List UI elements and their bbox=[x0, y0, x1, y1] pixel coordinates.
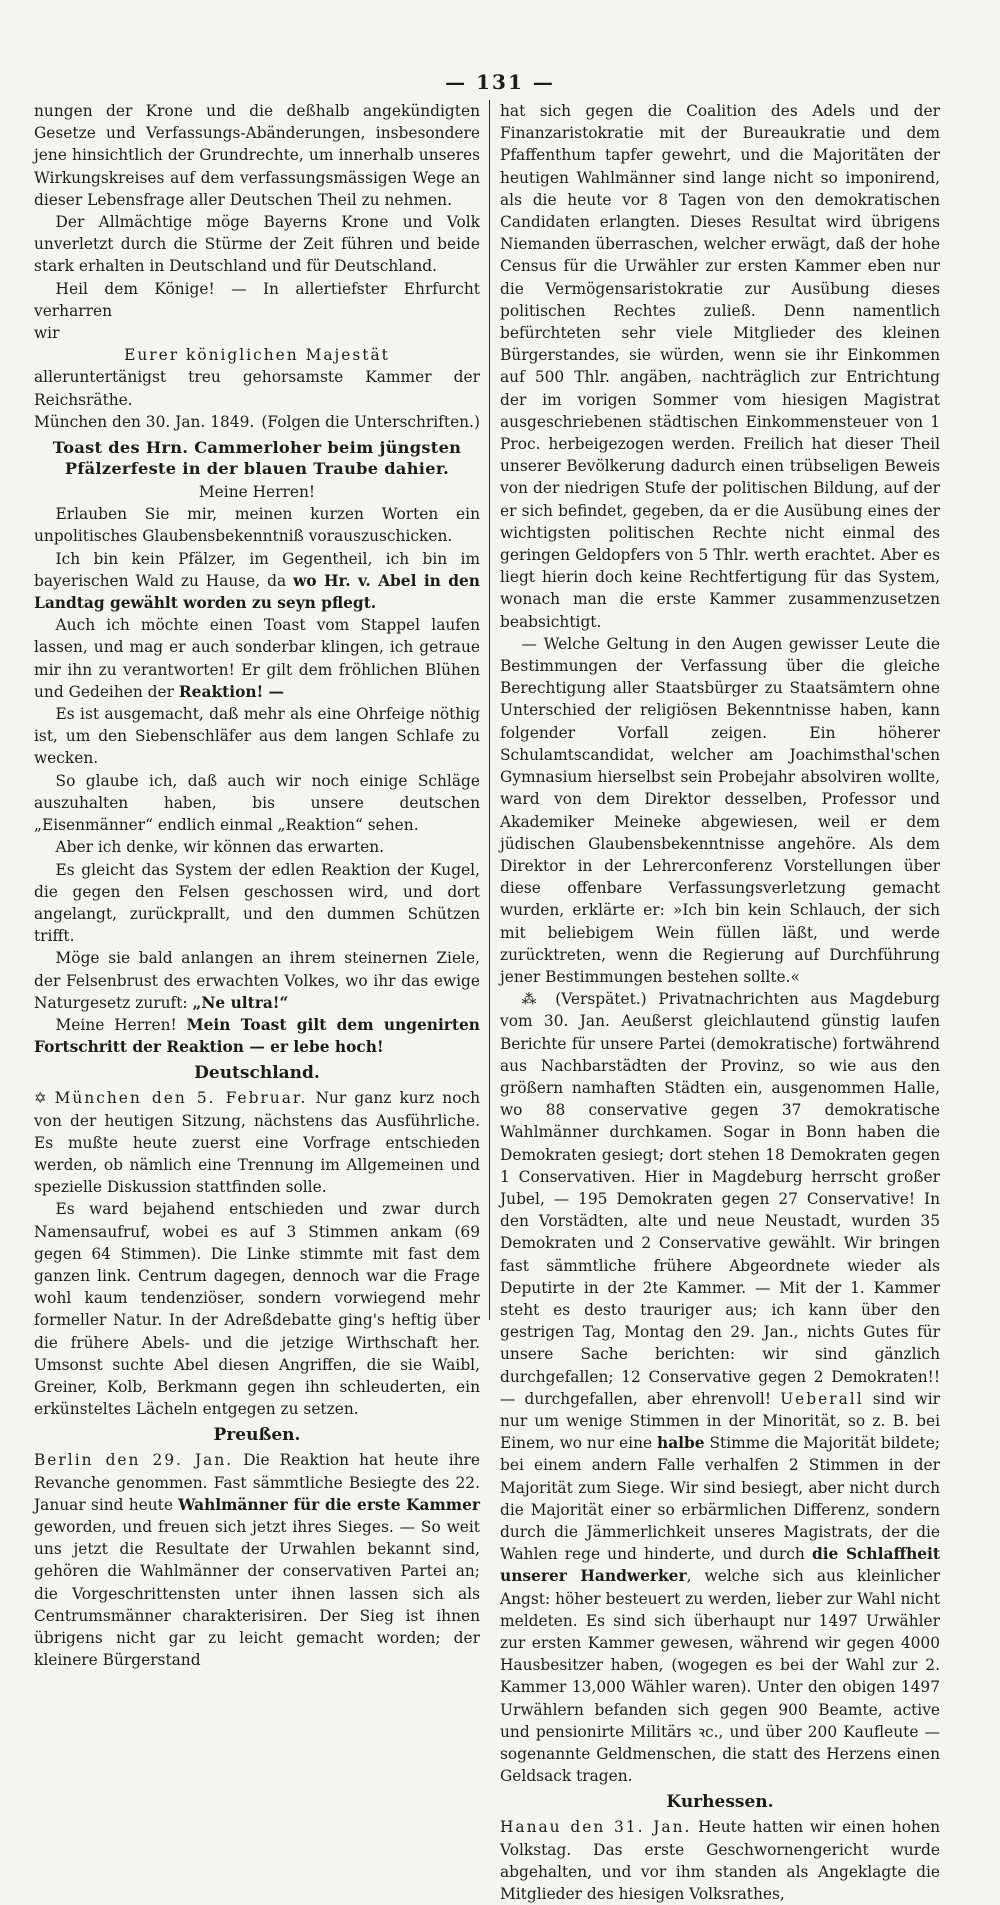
text-run: Ich bin kein Pfälzer, im Gegentheil, ich bin im bayerischen Wald zu Hause, da bbox=[34, 549, 480, 590]
text-run: sind wir nur um wenige Stimmen in der Minorität, so z. B. bei Einem, wo nur eine bbox=[500, 1389, 940, 1453]
emphasis: Ueberall bbox=[780, 1389, 864, 1408]
dateline: Hanau den 31. Jan. bbox=[500, 1818, 692, 1837]
text-run: Möge sie bald anlangen an ihrem steinernen Ziele, der Felsenbrust des erwachten Volkes, wo ihr das ewige Naturgesetz zuruft: bbox=[34, 949, 480, 1012]
dateline: Berlin den 29. Jan. bbox=[34, 1451, 234, 1470]
paragraph: Es gleicht das System der edlen Reaktion der Kugel, die gegen den Felsen geschossen wird, und dort angelangt, zurückprallt, und den dummen Schützen trifft. bbox=[34, 860, 480, 946]
text-run: Nur ganz kurz noch von der heutigen Sitzung, nächstens das Ausführliche. Es mußte heute zuerst eine Vorfrage entschieden werden, ob nämlich eine Trennung im Allgemeinen und spezielle Diskussion stattfinden solle. bbox=[34, 1089, 480, 1197]
signatures-note: (Folgen die Unterschriften.) bbox=[261, 412, 480, 431]
paragraph: hat sich gegen die Coalition des Adels und der Finanzaristokratie mit der Bureaukratie und dem Pfaffenthum tapfer gewehrt, und die Majoritäten der heutigen Wahlmänner sind lange nicht so imponirend, als die heute vor 8 Tagen von den demokratischen Candidaten erlangten. Dieses Resultat wird übrigens Niemanden überraschen, welcher erwägt, daß der hohe Census für die Urwähler zur ersten Kammer eben nur die Vermögensaristokratie zur Ausübung dieses politischen Rechtes zuließ. Denn namentlich befürchteten sehr viele Mitglieder des kleinen Bürgerstandes, sie würden, wenn sie ihr Einkommen auf 500 Thlr. angäben, nachträglich zur Entrichtung der im vorigen Sommer vom hiesigen Magistrat ausgeschriebenen städtischen Einkommensteuer von 1 Proc. herbeigezogen werden. Freilich hat dieser Theil unserer Bevölkerung dadurch einen trübseligen Beweis von der niedrigen Stufe der politischen Bildung, auf der er sich befindet, gegeben, da er die Ausübung eines der wichtigsten politischen Rechte nicht einmal des geringen Geldopfers von 5 Thlr. werth erachtet. Aber es liegt hierin doch keine Rechtfertigung für das System, wonach man die erste Kammer zusammenzusetzen beabsichtigt. bbox=[500, 102, 940, 631]
emphasis: Mein Toast gilt dem ungenirten Fortschritt der Reaktion — er lebe hoch! bbox=[34, 1015, 480, 1057]
paragraph: So glaube ich, daß auch wir noch einige Schläge auszuhalten haben, bis unsere deutschen „Eisenmänner“ endlich einmal „Reaktion“ sehen. bbox=[34, 771, 480, 835]
emphasis: wo Hr. v. Abel in den Landtag gewählt worden zu seyn pflegt. bbox=[34, 571, 480, 613]
paragraph bbox=[34, 947, 480, 1014]
page-number: — 131 — bbox=[445, 70, 555, 94]
paragraph bbox=[34, 1449, 480, 1671]
toast-heading: Toast des Hrn. Cammerloher beim jüngsten Pfälzerfeste in der blauen Traube dahier. bbox=[52, 438, 462, 479]
left-column bbox=[34, 100, 480, 1670]
paragraph: Meine Herren! bbox=[198, 483, 316, 502]
paragraph bbox=[34, 614, 480, 703]
section-heading-preussen: Preußen. bbox=[213, 1425, 301, 1446]
emphasis: Reaktion! — bbox=[178, 682, 285, 701]
dateline: München den 5. Februar. bbox=[54, 1089, 308, 1108]
emphasis: Wahlmänner für die erste Kammer bbox=[178, 1495, 480, 1514]
paragraph: Erlauben Sie mir, meinen kurzen Worten ein unpolitisches Glaubensbekenntniß vorauszuschicken. bbox=[34, 505, 480, 546]
emphasis: die Schlaffheit unserer Handwerker bbox=[500, 1545, 941, 1586]
paragraph: Es ist ausgemacht, daß mehr als eine Ohrfeige nöthig ist, um den Siebenschläfer aus dem langen Schlafe zu wecken. bbox=[34, 705, 480, 768]
asterism-icon: ⁂ bbox=[521, 990, 544, 1009]
section-heading-kurhessen: Kurhessen. bbox=[666, 1792, 774, 1813]
text-run: geworden, und freuen sich jetzt ihres Sieges. — So weit uns jetzt die Resultate der Urwahlen bekannt sind, gehören die Wahlmänner der conservativen Partei an; die Vorgeschrittensten unter ihnen lassen sich als Centrumsmänner charakterisiren. Der Sieg ist ihnen übrigens nicht gar zu leicht gemacht worden; der kleinere Bürgerstand bbox=[34, 1517, 480, 1670]
text-run: Die Reaktion hat heute ihre Revanche genommen. Fast sämmtliche Besiegte des 22. Januar sind heute bbox=[34, 1451, 480, 1514]
salutation: Eurer königlichen Majestät bbox=[124, 346, 390, 365]
paragraph: nungen der Krone und die deßhalb angekündigten Gesetze und Verfassungs-Abänderungen, insbesondere jene hinsichtlich der Grundrechte, um innerhalb unseres Wirkungskreises auf dem verfassungsmässigen Wege an dieser Lebensfrage aller Deutschen Theil zu nehmen. bbox=[34, 102, 480, 209]
text-run: , welche sich aus kleinlicher Angst: höher besteuert zu werden, lieber zur Wahl nicht meldeten. Es sind sich überhaupt nur 1497 Urwähler zur ersten Kammer gewesen, während wir gegen 4000 Hausbesitzer haben, (wogegen es bei der Wahl zur 2. Kammer 13,000 Wähler waren). Unter den obigen 1497 Urwählern befanden sich gegen 900 Beamte, active und pensionirte Militärs ꝛc., und über 200 Kaufleute — sogenannte Geldmenschen, die statt des Herzens einen Geldsack tragen. bbox=[500, 1567, 940, 1786]
star-icon: ✡ bbox=[34, 1089, 47, 1108]
paragraph: Es ward bejahend entschieden und zwar durch Namensaufruf, wobei es auf 3 Stimmen ankam (69 gegen 64 Stimmen). Die Linke stimmte mit fast dem ganzen link. Centrum dagegen, dennoch war die Frage wohl kaum tendenziöser, sondern vorwiegend mehr formeller Natur. In der Adreßdebatte ging's heftig über die frühere Abels- und die jetzige Wirthschaft her. Umsonst suchte Abel diesen Angriffen, die sie Waibl, Greiner, Kolb, Berkmann gegen ihn schleuderten, ein erkünsteltes Lächeln entgegen zu setzen. bbox=[34, 1200, 480, 1419]
date-place: München den 30. Jan. 1849. bbox=[34, 412, 255, 431]
paragraph bbox=[34, 1014, 480, 1058]
text-run: Stimme die Majorität bildete; bei einem andern Falle verhalfen 2 Stimmen in der Majorität zum Siege. Wir sind besiegt, aber nicht durch die Majorität einer so erbärmlichen Differenz, sondern durch die Jämmerlichkeit unseres Magistrats, der die Wahlen rege und hinderte, und durch bbox=[500, 1434, 940, 1564]
emphasis: halbe bbox=[657, 1434, 705, 1453]
paragraph: alleruntertänigst treu gehorsamste Kammer der Reichsräthe. bbox=[34, 368, 480, 409]
text-run: Auch ich möchte einen Toast vom Stappel laufen lassen, und mag er auch sonderbar klingen, ich getraue mir ihn zu verantworten! Er gilt dem fröhlichen Blühen und Gedeihen der bbox=[34, 616, 480, 701]
column-divider bbox=[489, 100, 490, 1320]
paragraph: Heil dem Könige! — In allertiefster Ehrfurcht verharren bbox=[34, 279, 480, 320]
right-column bbox=[500, 100, 941, 1904]
paragraph: wir bbox=[34, 324, 60, 343]
text-run: Heute hatten wir einen hohen Volkstag. Das erste Geschwornengericht wurde abgehalten, und vor ihm standen als Angeklagte die Mitglieder des hiesigen Volksrathes, bbox=[500, 1818, 940, 1904]
paragraph: — Welche Geltung in den Augen gewisser Leute die Bestimmungen der Verfassung über die gleiche Berechtigung aller Staatsbürger zu Staatsämtern ohne Unterschied der religiösen Bekenntnisse haben, kann folgender Vorfall zeigen. Ein höherer Schulamtscandidat, welcher am Joachimsthal'schen Gymnasium hierselbst sein Probejahr absolviren wollte, ward von dem Direktor desselben, Professor und Akademiker Meineke abgewiesen, weil er dem jüdischen Glaubensbekenntnisse angehöre. Als dem Direktor in der Lehrerconferenz Vorstellungen über diese offenbare Verfassungsverletzung gemacht wurden, erklärte er: »Ich bin kein Schlauch, der sich mit beliebigem Wein füllen läßt, und werde zurücktreten, wenn die Regierung auf Durchführung jener Bestimmungen bestehen sollte.« bbox=[500, 634, 940, 986]
paragraph: Aber ich denke, wir können das erwarten. bbox=[55, 838, 385, 857]
text-run: Meine Herren! bbox=[55, 1015, 187, 1034]
emphasis: „Ne ultra!“ bbox=[192, 993, 289, 1012]
paragraph bbox=[500, 988, 940, 1787]
paragraph: Der Allmächtige möge Bayerns Krone und Volk unverletzt durch die Stürme der Zeit führen und beide stark erhalten in Deutschland und für Deutschland. bbox=[34, 213, 480, 276]
paragraph bbox=[34, 1087, 480, 1198]
text-run: (Verspätet.) Privatnachrichten aus Magdeburg vom 30. Jan. Aeußerst gleichlautend günstig laufen Berichte für unsere Partei (demokratische) fortwährend aus Nachbarstädten der Provinz, so wie aus den größern namhaften Städten ein, ausgenommen Halle, wo 88 conservative gegen 37 demokratische Wahlmänner durchkamen. Sogar in Bonn haben die Demokraten gesiegt; dort stehen 18 Demokraten gegen 1 Conservativen. Hier in Magdeburg herrscht großer Jubel, — 195 Demokraten gegen 27 Conservative! In den Vorstädten, alte und neue Neustadt, wurden 35 Demokraten und 2 Conservative gewählt. Wir bringen fast sämmtliche frühere Abgeordnete wieder als Deputirte in der 2te Kammer. — Mit der 1. Kammer steht es desto trauriger aus; ich kann über den gestrigen Tag, Montag den 29. Jan., nichts Gutes für unsere Sache berichten: wir sind gänzlich durchgefallen; 12 Conservative gegen 2 Demokraten!! — durchgefallen, aber ehrenvoll! bbox=[500, 990, 940, 1408]
signature-line bbox=[34, 411, 480, 433]
section-heading-deutschland: Deutschland. bbox=[194, 1063, 320, 1084]
paragraph bbox=[500, 1816, 940, 1905]
paragraph bbox=[34, 548, 480, 615]
